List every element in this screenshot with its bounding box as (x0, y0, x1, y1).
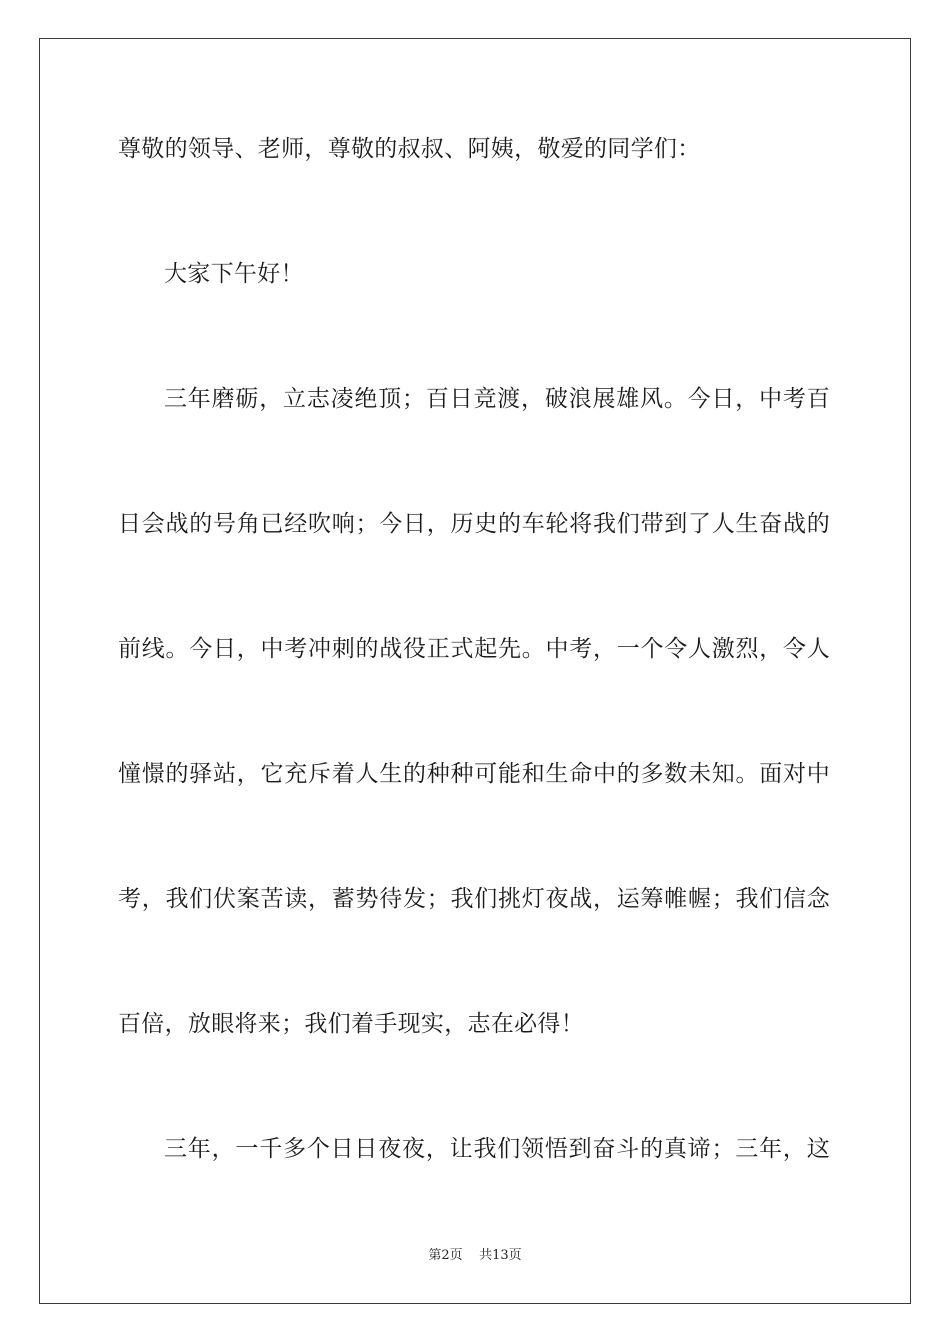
paragraph-line: 考，我们伏案苦读，蓄势待发；我们挑灯夜战，运筹帷幄；我们信念 (118, 886, 830, 912)
paragraph-line: 三年，一千多个日日夜夜，让我们领悟到奋斗的真谛；三年，这 (164, 1136, 830, 1162)
paragraph-line: 憧憬的驿站，它充斥着人生的种种可能和生命中的多数未知。面对中 (118, 761, 830, 787)
paragraph-line: 日会战的号角已经吹响；今日，历史的车轮将我们带到了人生奋战的 (118, 511, 830, 537)
salutation-line: 尊敬的领导、老师，尊敬的叔叔、阿姨，敬爱的同学们： (118, 136, 701, 162)
page-border (39, 38, 911, 1304)
paragraph-line: 三年磨砺，立志凌绝顶；百日竞渡，破浪展雄风。今日，中考百 (164, 386, 830, 412)
page-total: 共13页 (479, 1248, 522, 1263)
paragraph-line: 前线。今日，中考冲刺的战役正式起先。中考，一个令人激烈，令人 (118, 636, 830, 662)
paragraph-line: 百倍，放眼将来；我们着手现实，志在必得！ (118, 1011, 584, 1037)
greeting-line: 大家下午好！ (164, 261, 304, 287)
page-number: 第2页 (428, 1248, 463, 1263)
page-footer (0, 1246, 950, 1266)
